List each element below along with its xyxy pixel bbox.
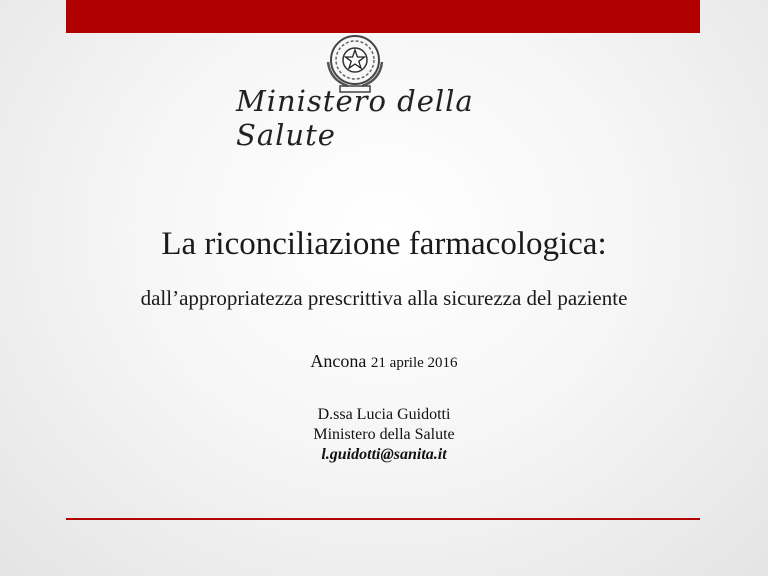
presentation-title: La riconciliazione farmacologica: <box>161 226 607 262</box>
top-accent-bar <box>66 0 700 33</box>
ministry-logo-text: Ministero della Salute <box>236 84 474 152</box>
bottom-divider <box>66 518 700 520</box>
presentation-subtitle: dall’appropriatezza prescrittiva alla sicurezza del paziente <box>140 286 628 310</box>
event-line <box>0 351 768 372</box>
event-place: Ancona <box>310 351 367 371</box>
speaker-email[interactable]: l.guidotti@sanita.it <box>321 446 447 463</box>
speaker-block <box>0 405 768 465</box>
event-date: 21 aprile 2016 <box>370 355 458 371</box>
speaker-name: D.ssa Lucia Guidotti <box>317 406 451 423</box>
speaker-organization: Ministero della Salute <box>313 426 455 443</box>
